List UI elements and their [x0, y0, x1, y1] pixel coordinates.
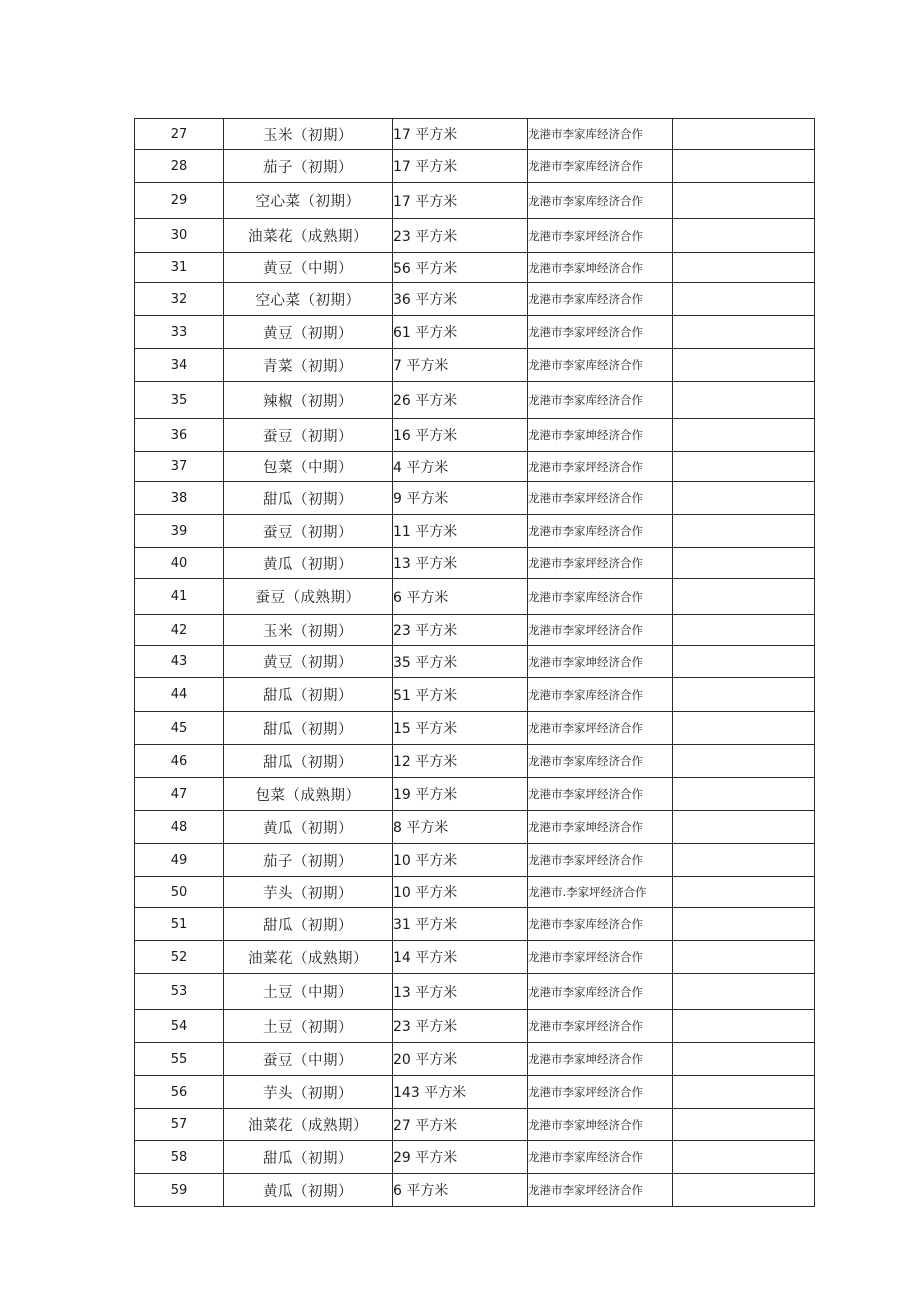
crop-name: 油菜花（成熟期） — [224, 219, 393, 253]
blank-cell — [673, 778, 815, 811]
cooperative-name: 龙港市李家库经济合作 — [528, 382, 673, 419]
row-number: 49 — [135, 844, 224, 877]
crop-name: 油菜花（成熟期） — [224, 941, 393, 974]
row-number: 58 — [135, 1141, 224, 1174]
blank-cell — [673, 452, 815, 482]
row-number: 53 — [135, 974, 224, 1010]
crop-name: 黄豆（初期） — [224, 646, 393, 678]
row-number: 32 — [135, 283, 224, 316]
row-number: 33 — [135, 316, 224, 349]
blank-cell — [673, 1076, 815, 1109]
cooperative-name: 龙港市李家库经济合作 — [528, 150, 673, 183]
row-number: 56 — [135, 1076, 224, 1109]
blank-cell — [673, 1141, 815, 1174]
table-row — [135, 482, 815, 515]
blank-cell — [673, 150, 815, 183]
row-number: 47 — [135, 778, 224, 811]
area-value: 31 平方米 — [393, 908, 528, 941]
blank-cell — [673, 745, 815, 778]
crop-name: 黄豆（中期） — [224, 253, 393, 283]
table-row — [135, 778, 815, 811]
cooperative-name: 龙港市李家库经济合作 — [528, 349, 673, 382]
crop-name: 油菜花（成熟期） — [224, 1109, 393, 1141]
crop-name: 蚕豆（初期） — [224, 515, 393, 548]
table-row — [135, 678, 815, 712]
row-number: 59 — [135, 1174, 224, 1207]
blank-cell — [673, 316, 815, 349]
blank-cell — [673, 678, 815, 712]
cooperative-name: 龙港市李家坪经济合作 — [528, 482, 673, 515]
area-value: 17 平方米 — [393, 150, 528, 183]
area-value: 15 平方米 — [393, 712, 528, 745]
row-number: 37 — [135, 452, 224, 482]
cooperative-name: 龙港市李家坪经济合作 — [528, 712, 673, 745]
area-value: 13 平方米 — [393, 548, 528, 579]
crop-name: 玉米（初期） — [224, 119, 393, 150]
row-number: 34 — [135, 349, 224, 382]
area-value: 20 平方米 — [393, 1043, 528, 1076]
area-value: 10 平方米 — [393, 844, 528, 877]
crop-name: 甜瓜（初期） — [224, 908, 393, 941]
row-number: 29 — [135, 183, 224, 219]
cooperative-name: 龙港市李家坪经济合作 — [528, 1174, 673, 1207]
table-row — [135, 452, 815, 482]
area-value: 61 平方米 — [393, 316, 528, 349]
table-row — [135, 515, 815, 548]
blank-cell — [673, 974, 815, 1010]
row-number: 48 — [135, 811, 224, 844]
crop-name: 甜瓜（初期） — [224, 482, 393, 515]
blank-cell — [673, 515, 815, 548]
row-number: 52 — [135, 941, 224, 974]
area-value: 12 平方米 — [393, 745, 528, 778]
area-value: 23 平方米 — [393, 1010, 528, 1043]
row-number: 27 — [135, 119, 224, 150]
row-number: 42 — [135, 615, 224, 646]
table-row — [135, 1076, 815, 1109]
blank-cell — [673, 1109, 815, 1141]
crop-name: 青菜（初期） — [224, 349, 393, 382]
crop-name: 蚕豆（成熟期） — [224, 579, 393, 615]
cooperative-name: 龙港市李家库经济合作 — [528, 745, 673, 778]
area-value: 143 平方米 — [393, 1076, 528, 1109]
row-number: 38 — [135, 482, 224, 515]
row-number: 45 — [135, 712, 224, 745]
table-row — [135, 1174, 815, 1207]
area-value: 56 平方米 — [393, 253, 528, 283]
cooperative-name: 龙港市李家坤经济合作 — [528, 419, 673, 452]
crop-name: 甜瓜（初期） — [224, 678, 393, 712]
land-area-table — [134, 118, 815, 1207]
area-value: 36 平方米 — [393, 283, 528, 316]
cooperative-name: 龙港市李家坪经济合作 — [528, 941, 673, 974]
cooperative-name: 龙港市李家坪经济合作 — [528, 778, 673, 811]
cooperative-name: 龙港市李家库经济合作 — [528, 515, 673, 548]
area-value: 35 平方米 — [393, 646, 528, 678]
blank-cell — [673, 811, 815, 844]
table-row — [135, 745, 815, 778]
crop-name: 空心菜（初期） — [224, 283, 393, 316]
cooperative-name: 龙港市李家库经济合作 — [528, 1141, 673, 1174]
table-row — [135, 712, 815, 745]
area-value: 17 平方米 — [393, 119, 528, 150]
crop-name: 空心菜（初期） — [224, 183, 393, 219]
area-value: 23 平方米 — [393, 615, 528, 646]
table-row — [135, 646, 815, 678]
table-row — [135, 811, 815, 844]
table-row — [135, 119, 815, 150]
table-row — [135, 579, 815, 615]
blank-cell — [673, 877, 815, 908]
table-row — [135, 974, 815, 1010]
area-value: 23 平方米 — [393, 219, 528, 253]
cooperative-name: 龙港市李家库经济合作 — [528, 283, 673, 316]
crop-name: 甜瓜（初期） — [224, 712, 393, 745]
area-value: 6 平方米 — [393, 579, 528, 615]
cooperative-name: 龙港市李家坪经济合作 — [528, 1010, 673, 1043]
cooperative-name: 龙港市.李家坪经济合作 — [528, 877, 673, 908]
cooperative-name: 龙港市李家库经济合作 — [528, 579, 673, 615]
table-row — [135, 253, 815, 283]
cooperative-name: 龙港市李家坤经济合作 — [528, 1109, 673, 1141]
cooperative-name: 龙港市李家库经济合作 — [528, 119, 673, 150]
blank-cell — [673, 253, 815, 283]
table-body — [135, 119, 815, 1207]
blank-cell — [673, 712, 815, 745]
cooperative-name: 龙港市李家坪经济合作 — [528, 1076, 673, 1109]
table-row — [135, 349, 815, 382]
blank-cell — [673, 283, 815, 316]
blank-cell — [673, 1174, 815, 1207]
cooperative-name: 龙港市李家坤经济合作 — [528, 253, 673, 283]
crop-name: 包菜（成熟期） — [224, 778, 393, 811]
cooperative-name: 龙港市李家库经济合作 — [528, 183, 673, 219]
area-value: 13 平方米 — [393, 974, 528, 1010]
row-number: 43 — [135, 646, 224, 678]
blank-cell — [673, 548, 815, 579]
row-number: 39 — [135, 515, 224, 548]
cooperative-name: 龙港市李家坪经济合作 — [528, 844, 673, 877]
area-value: 17 平方米 — [393, 183, 528, 219]
crop-name: 黄豆（初期） — [224, 316, 393, 349]
crop-name: 黄瓜（初期） — [224, 1174, 393, 1207]
blank-cell — [673, 183, 815, 219]
crop-name: 土豆（中期） — [224, 974, 393, 1010]
blank-cell — [673, 1043, 815, 1076]
table-row — [135, 844, 815, 877]
crop-name: 茄子（初期） — [224, 150, 393, 183]
table-row — [135, 419, 815, 452]
table-row — [135, 1141, 815, 1174]
crop-name: 蚕豆（中期） — [224, 1043, 393, 1076]
row-number: 36 — [135, 419, 224, 452]
cooperative-name: 龙港市李家坤经济合作 — [528, 646, 673, 678]
blank-cell — [673, 419, 815, 452]
table-row — [135, 1043, 815, 1076]
area-value: 29 平方米 — [393, 1141, 528, 1174]
table-row — [135, 877, 815, 908]
blank-cell — [673, 941, 815, 974]
crop-name: 黄瓜（初期） — [224, 811, 393, 844]
table-row — [135, 183, 815, 219]
cooperative-name: 龙港市李家库经济合作 — [528, 974, 673, 1010]
area-value: 11 平方米 — [393, 515, 528, 548]
row-number: 51 — [135, 908, 224, 941]
row-number: 57 — [135, 1109, 224, 1141]
row-number: 54 — [135, 1010, 224, 1043]
blank-cell — [673, 482, 815, 515]
crop-name: 甜瓜（初期） — [224, 1141, 393, 1174]
cooperative-name: 龙港市李家坤经济合作 — [528, 811, 673, 844]
row-number: 40 — [135, 548, 224, 579]
cooperative-name: 龙港市李家坪经济合作 — [528, 548, 673, 579]
blank-cell — [673, 844, 815, 877]
cooperative-name: 龙港市李家库经济合作 — [528, 908, 673, 941]
row-number: 41 — [135, 579, 224, 615]
crop-name: 蚕豆（初期） — [224, 419, 393, 452]
cooperative-name: 龙港市李家坪经济合作 — [528, 316, 673, 349]
area-value: 9 平方米 — [393, 482, 528, 515]
crop-name: 土豆（初期） — [224, 1010, 393, 1043]
row-number: 44 — [135, 678, 224, 712]
row-number: 55 — [135, 1043, 224, 1076]
crop-name: 黄瓜（初期） — [224, 548, 393, 579]
area-value: 16 平方米 — [393, 419, 528, 452]
row-number: 30 — [135, 219, 224, 253]
blank-cell — [673, 349, 815, 382]
area-value: 27 平方米 — [393, 1109, 528, 1141]
blank-cell — [673, 219, 815, 253]
cooperative-name: 龙港市李家坪经济合作 — [528, 615, 673, 646]
row-number: 28 — [135, 150, 224, 183]
crop-name: 辣椒（初期） — [224, 382, 393, 419]
crop-name: 芋头（初期） — [224, 1076, 393, 1109]
area-value: 14 平方米 — [393, 941, 528, 974]
area-value: 6 平方米 — [393, 1174, 528, 1207]
blank-cell — [673, 579, 815, 615]
crop-name: 包菜（中期） — [224, 452, 393, 482]
table-row — [135, 615, 815, 646]
row-number: 31 — [135, 253, 224, 283]
cooperative-name: 龙港市李家坤经济合作 — [528, 1043, 673, 1076]
cooperative-name: 龙港市李家坪经济合作 — [528, 219, 673, 253]
table-row — [135, 941, 815, 974]
crop-name: 甜瓜（初期） — [224, 745, 393, 778]
table-row — [135, 1109, 815, 1141]
table-row — [135, 908, 815, 941]
area-value: 19 平方米 — [393, 778, 528, 811]
cooperative-name: 龙港市李家坪经济合作 — [528, 452, 673, 482]
blank-cell — [673, 1010, 815, 1043]
area-value: 26 平方米 — [393, 382, 528, 419]
table-row — [135, 219, 815, 253]
blank-cell — [673, 382, 815, 419]
area-value: 4 平方米 — [393, 452, 528, 482]
table-row — [135, 316, 815, 349]
crop-name: 芋头（初期） — [224, 877, 393, 908]
crop-name: 茄子（初期） — [224, 844, 393, 877]
row-number: 46 — [135, 745, 224, 778]
blank-cell — [673, 646, 815, 678]
area-value: 8 平方米 — [393, 811, 528, 844]
blank-cell — [673, 119, 815, 150]
table-row — [135, 150, 815, 183]
blank-cell — [673, 908, 815, 941]
crop-name: 玉米（初期） — [224, 615, 393, 646]
area-value: 7 平方米 — [393, 349, 528, 382]
blank-cell — [673, 615, 815, 646]
table-row — [135, 382, 815, 419]
row-number: 50 — [135, 877, 224, 908]
area-value: 10 平方米 — [393, 877, 528, 908]
area-value: 51 平方米 — [393, 678, 528, 712]
row-number: 35 — [135, 382, 224, 419]
table-row — [135, 283, 815, 316]
cooperative-name: 龙港市李家库经济合作 — [528, 678, 673, 712]
table-row — [135, 1010, 815, 1043]
table-row — [135, 548, 815, 579]
